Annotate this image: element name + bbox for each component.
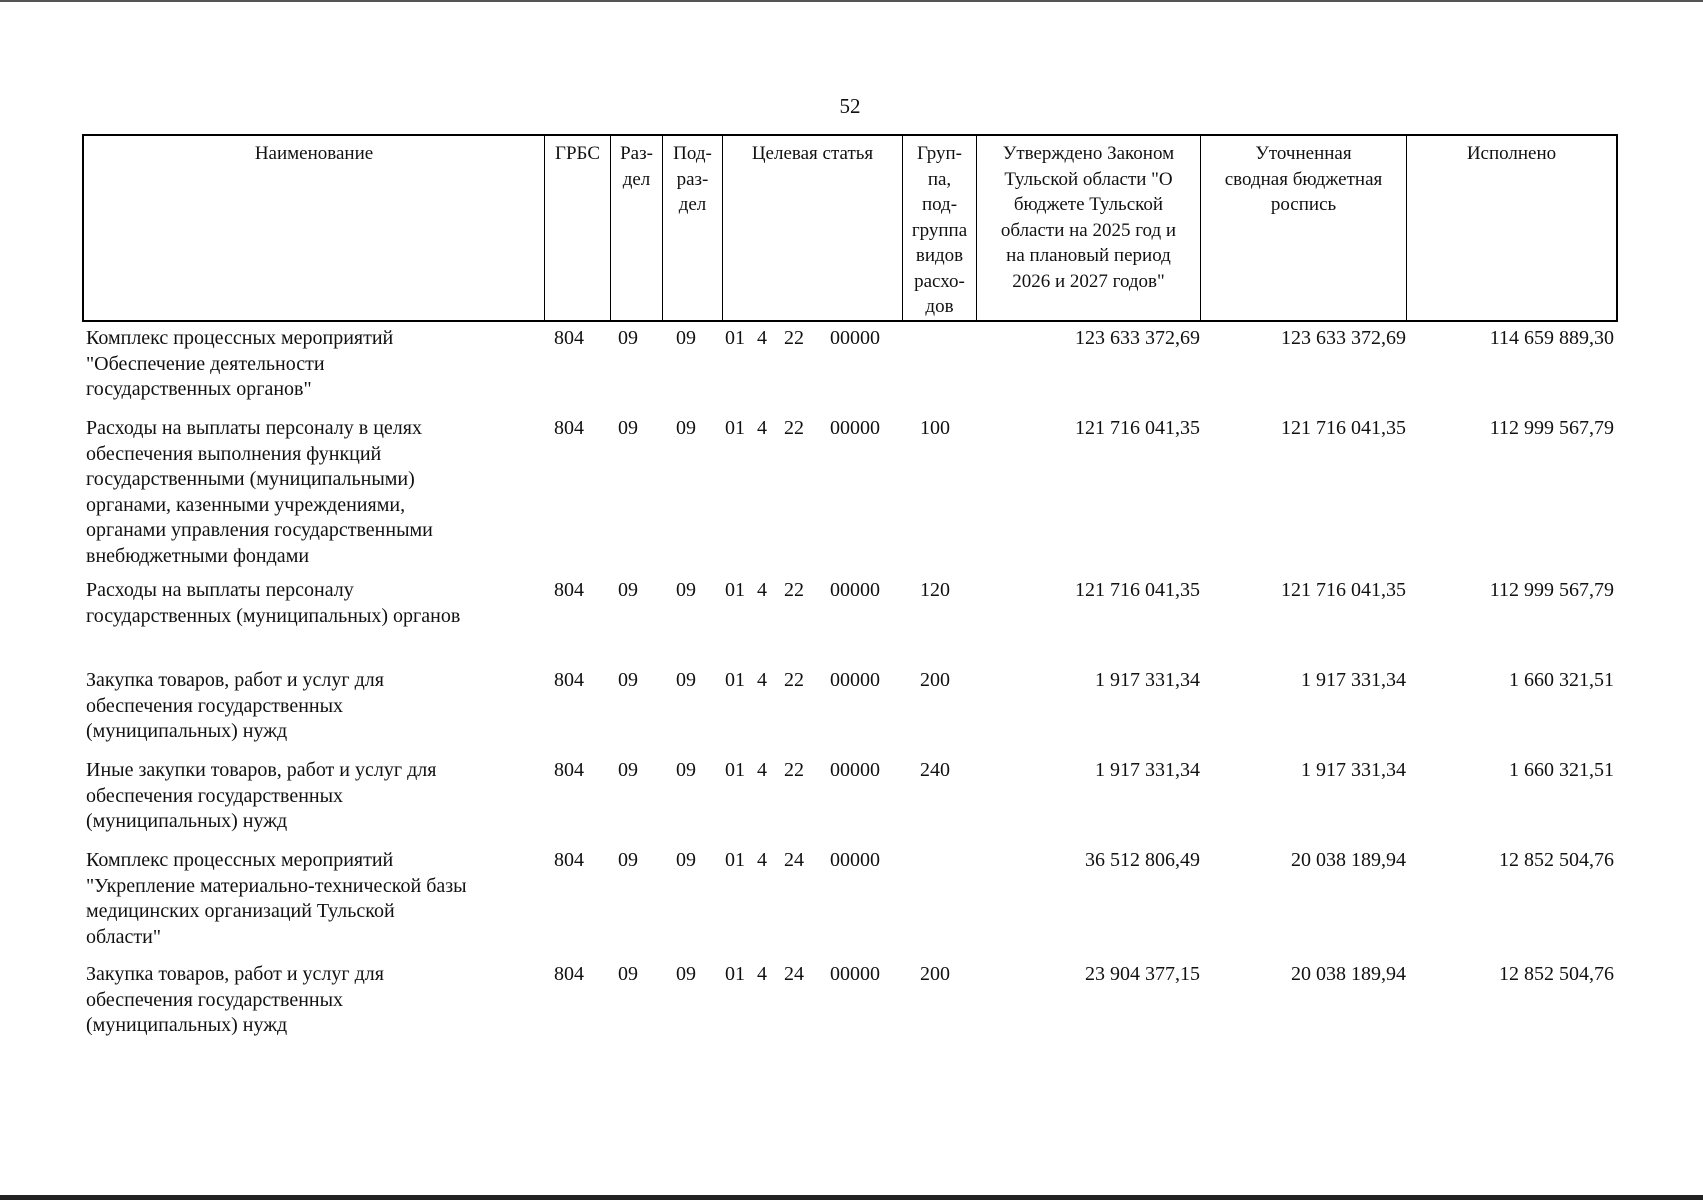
row-target-direction: 00000 <box>830 669 880 691</box>
header-refined-budget: Уточненная сводная бюджетная роспись <box>1200 136 1406 320</box>
row-target-complex: 24 <box>784 849 804 871</box>
row-expense-group: 200 <box>920 669 950 691</box>
row-expense-group: 200 <box>920 963 950 985</box>
row-name: Расходы на выплаты персоналу государственных (муниципальных) органов <box>86 579 461 627</box>
row-refined-amount: 20 038 189,94 <box>1291 849 1406 871</box>
row-grbs: 804 <box>554 759 584 781</box>
row-grbs: 804 <box>554 849 584 871</box>
row-podrazdel: 09 <box>676 669 696 691</box>
row-name: Комплекс процессных мероприятий "Укрепление материально-технической базы медицинских организаций Тульской области" <box>86 849 467 948</box>
row-approved-amount: 123 633 372,69 <box>1075 327 1200 349</box>
row-approved-amount: 23 904 377,15 <box>1085 963 1200 985</box>
row-target-program: 01 <box>725 759 745 781</box>
bottom-frame-line <box>0 1195 1703 1200</box>
row-executed-amount: 1 660 321,51 <box>1509 669 1614 691</box>
row-approved-amount: 36 512 806,49 <box>1085 849 1200 871</box>
header-name: Наименование <box>254 143 374 164</box>
row-grbs: 804 <box>554 327 584 349</box>
row-target-direction: 00000 <box>830 327 880 349</box>
row-target-complex: 24 <box>784 963 804 985</box>
row-expense-group: 240 <box>920 759 950 781</box>
row-refined-amount: 121 716 041,35 <box>1281 579 1406 601</box>
row-target-direction: 00000 <box>830 963 880 985</box>
row-target-program: 01 <box>725 669 745 691</box>
row-executed-amount: 114 659 889,30 <box>1489 327 1614 349</box>
row-executed-amount: 112 999 567,79 <box>1489 417 1614 439</box>
row-razdel: 09 <box>618 963 638 985</box>
row-grbs: 804 <box>554 417 584 439</box>
row-razdel: 09 <box>618 327 638 349</box>
row-target-type: 4 <box>757 849 767 871</box>
row-target-direction: 00000 <box>830 759 880 781</box>
row-razdel: 09 <box>618 579 638 601</box>
row-target-direction: 00000 <box>830 579 880 601</box>
row-podrazdel: 09 <box>676 759 696 781</box>
row-name: Закупка товаров, работ и услуг для обеспечения государственных (муниципальных) нужд <box>86 669 384 742</box>
row-target-type: 4 <box>757 417 767 439</box>
row-target-direction: 00000 <box>830 849 880 871</box>
row-approved-amount: 1 917 331,34 <box>1095 759 1200 781</box>
row-target-program: 01 <box>725 579 745 601</box>
row-target-program: 01 <box>725 417 745 439</box>
row-approved-amount: 121 716 041,35 <box>1075 579 1200 601</box>
row-approved-amount: 1 917 331,34 <box>1095 669 1200 691</box>
row-approved-amount: 121 716 041,35 <box>1075 417 1200 439</box>
row-name: Расходы на выплаты персоналу в целях обеспечения выполнения функций государственными (муниципальными) органами, казенными учреждениями, органами управления государственными внебюджетными фондами <box>86 417 433 567</box>
row-name: Комплекс процессных мероприятий "Обеспечение деятельности государственных органов" <box>86 327 394 400</box>
row-podrazdel: 09 <box>676 963 696 985</box>
row-target-complex: 22 <box>784 669 804 691</box>
row-grbs: 804 <box>554 963 584 985</box>
row-podrazdel: 09 <box>676 327 696 349</box>
header-razdel: Раз- дел <box>610 136 662 320</box>
row-target-complex: 22 <box>784 417 804 439</box>
row-target-direction: 00000 <box>830 417 880 439</box>
row-razdel: 09 <box>618 849 638 871</box>
row-expense-group: 100 <box>920 417 950 439</box>
row-target-type: 4 <box>757 963 767 985</box>
row-podrazdel: 09 <box>676 417 696 439</box>
row-target-program: 01 <box>725 849 745 871</box>
row-razdel: 09 <box>618 669 638 691</box>
row-target-type: 4 <box>757 669 767 691</box>
header-podrazdel: Под- раз- дел <box>662 136 722 320</box>
row-razdel: 09 <box>618 417 638 439</box>
row-target-complex: 22 <box>784 327 804 349</box>
row-executed-amount: 112 999 567,79 <box>1489 579 1614 601</box>
row-name: Иные закупки товаров, работ и услуг для обеспечения государственных (муниципальных) нужд <box>86 759 437 832</box>
row-target-program: 01 <box>725 963 745 985</box>
row-executed-amount: 12 852 504,76 <box>1499 849 1614 871</box>
row-razdel: 09 <box>618 759 638 781</box>
row-target-complex: 22 <box>784 759 804 781</box>
header-target-article: Целевая статья <box>722 136 902 320</box>
row-target-type: 4 <box>757 759 767 781</box>
row-refined-amount: 1 917 331,34 <box>1301 759 1406 781</box>
row-podrazdel: 09 <box>676 579 696 601</box>
row-grbs: 804 <box>554 579 584 601</box>
page-number: 52 <box>839 94 861 118</box>
row-name: Закупка товаров, работ и услуг для обеспечения государственных (муниципальных) нужд <box>86 963 384 1036</box>
row-target-type: 4 <box>757 579 767 601</box>
row-grbs: 804 <box>554 669 584 691</box>
row-target-type: 4 <box>757 327 767 349</box>
header-executed: Исполнено <box>1406 136 1616 320</box>
row-refined-amount: 1 917 331,34 <box>1301 669 1406 691</box>
header-approved-by-law: Утверждено Законом Тульской области "О бюджете Тульской области на 2025 год и на плановый период 2026 и 2027 годов" <box>976 136 1200 320</box>
row-executed-amount: 12 852 504,76 <box>1499 963 1614 985</box>
header-grbs: ГРБС <box>544 136 610 320</box>
row-target-complex: 22 <box>784 579 804 601</box>
row-executed-amount: 1 660 321,51 <box>1509 759 1614 781</box>
header-expense-group: Груп- па, под- группа видов расхо- дов <box>902 136 976 320</box>
row-refined-amount: 123 633 372,69 <box>1281 327 1406 349</box>
top-frame-line <box>0 0 1703 2</box>
row-target-program: 01 <box>725 327 745 349</box>
row-podrazdel: 09 <box>676 849 696 871</box>
table-header <box>82 134 1618 322</box>
row-refined-amount: 121 716 041,35 <box>1281 417 1406 439</box>
budget-table <box>82 134 1618 1036</box>
row-expense-group: 120 <box>920 579 950 601</box>
row-refined-amount: 20 038 189,94 <box>1291 963 1406 985</box>
